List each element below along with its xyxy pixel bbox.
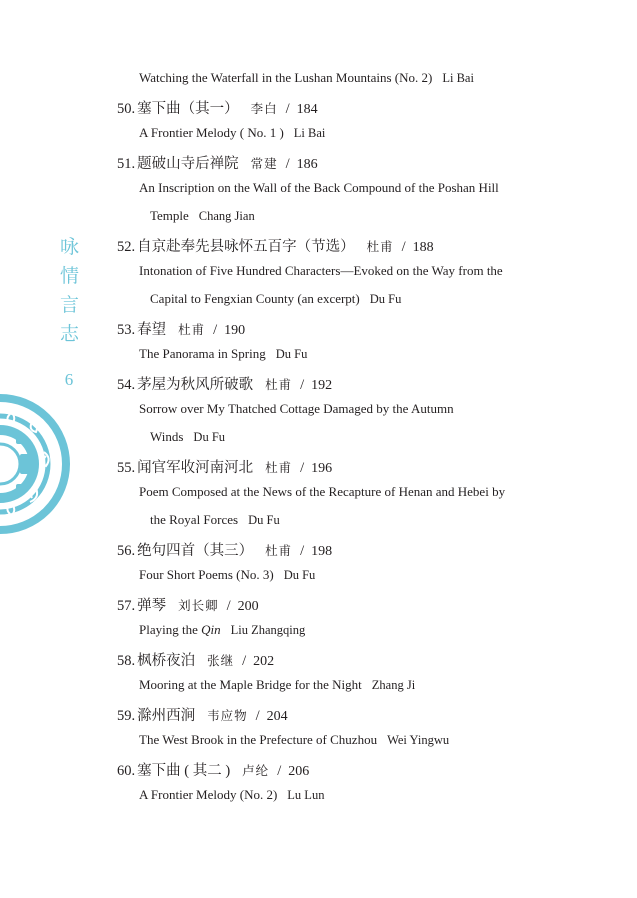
english-author: Du Fu <box>275 347 308 361</box>
page-reference: 206 <box>288 764 310 779</box>
english-title: A Frontier Melody (No. 2) <box>139 787 278 802</box>
chinese-title: 滁州西涧 <box>137 708 196 724</box>
english-title: An Inscription on the Wall of the Back Compound of the Poshan Hill <box>139 180 499 195</box>
chinese-title: 自京赴奉先县咏怀五百字（节选） <box>137 239 355 255</box>
page-reference: 200 <box>237 599 259 614</box>
toc-entry-chinese: 59. 滁州西涧 韦应物 / 204 <box>117 708 288 724</box>
entry-number: 53. <box>117 322 136 338</box>
toc-entry-english <box>139 622 305 638</box>
toc-entry-english <box>139 125 325 141</box>
side-title-char: 志 <box>60 323 80 345</box>
english-title: the Royal Forces <box>150 512 239 527</box>
chinese-title: 题破山寺后禅院 <box>137 156 239 172</box>
chinese-author: 杜甫 <box>178 322 206 337</box>
chinese-author: 杜甫 <box>265 377 293 392</box>
english-title: Playing the <box>139 622 202 637</box>
chinese-author: 杜甫 <box>265 460 293 475</box>
toc-entry-chinese: 51. 题破山寺后禅院 常建 / 186 <box>117 156 318 172</box>
side-title-char: 情 <box>60 265 80 287</box>
entry-number: 58. <box>117 653 136 669</box>
toc-entry-chinese: 53. 春望 杜甫 / 190 <box>117 322 246 338</box>
toc-entry-english <box>139 732 449 748</box>
toc-entry-english-continued <box>150 429 225 445</box>
english-title: Temple <box>150 208 189 223</box>
chinese-title: 塞下曲 ( 其二 ) <box>137 763 231 779</box>
english-title: A Frontier Melody ( No. 1 ) <box>139 125 284 140</box>
english-author: Lu Lun <box>287 788 325 802</box>
chinese-author: 杜甫 <box>366 239 394 254</box>
entry-number: 51. <box>117 156 136 172</box>
toc-entry-chinese: 55. 闻官军收河南河北 杜甫 / 196 <box>117 460 333 476</box>
side-title-char: 咏 <box>60 236 80 258</box>
chinese-title: 闻官军收河南河北 <box>137 460 254 476</box>
toc-entry-english <box>139 346 307 362</box>
english-title: Mooring at the Maple Bridge for the Night <box>139 677 362 692</box>
toc-entry-chinese: 54. 茅屋为秋风所破歌 杜甫 / 192 <box>117 377 333 393</box>
entry-number: 52. <box>117 239 136 255</box>
english-title: The Panorama in Spring <box>139 346 266 361</box>
english-author: Liu Zhangqing <box>230 623 306 637</box>
chinese-author: 李白 <box>250 101 278 116</box>
toc-entry-english <box>139 787 324 803</box>
toc-entry-english <box>139 677 415 693</box>
entry-number: 56. <box>117 543 136 559</box>
toc-entry-chinese: 60. 塞下曲 ( 其二 ) 卢纶 / 206 <box>117 763 310 779</box>
entry-number: 54. <box>117 377 136 393</box>
toc-entry-english <box>139 180 499 196</box>
page-reference: 188 <box>412 240 434 255</box>
english-title: Capital to Fengxian County (an excerpt) <box>150 291 360 306</box>
entry-number: 60. <box>117 763 136 779</box>
toc-entry-english-continued <box>150 512 280 528</box>
english-title-italic: Qin <box>201 622 221 637</box>
chinese-title: 塞下曲（其一） <box>137 101 239 117</box>
chinese-title: 春望 <box>137 322 167 338</box>
entry-number: 59. <box>117 708 136 724</box>
toc-entry-english-continued <box>150 291 401 307</box>
english-author: Li Bai <box>442 71 474 85</box>
page-reference: 196 <box>311 461 333 476</box>
english-author: Zhang Ji <box>371 678 416 692</box>
english-title: Winds <box>150 429 184 444</box>
toc-entry-english <box>139 484 505 500</box>
english-title: Sorrow over My Thatched Cottage Damaged by the Autumn <box>139 401 454 416</box>
english-title: The West Brook in the Prefecture of Chuzhou <box>139 732 378 747</box>
page-reference: 202 <box>253 654 275 669</box>
english-title: Intonation of Five Hundred Characters—Evoked on the Way from the <box>139 263 503 278</box>
chinese-author: 卢纶 <box>242 763 270 778</box>
toc-entry-english-continued <box>150 208 255 224</box>
english-author: Du Fu <box>248 513 280 527</box>
page-reference: 204 <box>266 709 288 724</box>
chinese-author: 韦应物 <box>207 708 248 723</box>
chinese-title: 茅屋为秋风所破歌 <box>137 377 254 393</box>
english-author: Wei Yingwu <box>387 733 450 747</box>
page-number: 6 <box>64 370 74 389</box>
toc-entry-english <box>139 401 454 417</box>
chinese-title: 绝句四首（其三） <box>137 543 254 559</box>
english-author: Du Fu <box>369 292 402 306</box>
english-author: Li Bai <box>293 126 326 140</box>
chinese-author: 常建 <box>250 156 278 171</box>
toc-entry-chinese: 58. 枫桥夜泊 张继 / 202 <box>117 653 275 669</box>
english-author: Du Fu <box>193 430 226 444</box>
entry-number: 55. <box>117 460 136 476</box>
page-reference: 184 <box>296 102 318 117</box>
english-author: Du Fu <box>283 568 316 582</box>
english-title: Poem Composed at the News of the Recapture of Henan and Hebei by <box>139 484 506 499</box>
page-reference: 190 <box>224 323 246 338</box>
chinese-author: 刘长卿 <box>178 598 219 613</box>
page-reference: 198 <box>311 544 333 559</box>
chinese-title: 枫桥夜泊 <box>137 653 196 669</box>
english-title: Watching the Waterfall in the Lushan Mountains (No. 2) <box>139 70 433 85</box>
toc-entry-chinese: 57. 弹琴 刘长卿 / 200 <box>117 598 259 614</box>
page-reference: 186 <box>296 157 318 172</box>
english-title: Four Short Poems (No. 3) <box>139 567 274 582</box>
english-author: Chang Jian <box>198 209 255 223</box>
entry-number: 50. <box>117 101 136 117</box>
chinese-author: 杜甫 <box>265 543 293 558</box>
toc-entry-chinese: 50. 塞下曲（其一） 李白 / 184 <box>117 101 318 117</box>
chinese-title: 弹琴 <box>137 598 167 614</box>
page-reference: 192 <box>311 378 333 393</box>
toc-entry-english <box>139 567 315 583</box>
entry-number: 57. <box>117 598 136 614</box>
toc-entry-chinese: 52. 自京赴奉先县咏怀五百字（节选） 杜甫 / 188 <box>117 239 434 255</box>
toc-entry-chinese: 56. 绝句四首（其三） 杜甫 / 198 <box>117 543 333 559</box>
toc-entry-english <box>139 263 503 279</box>
chinese-author: 张继 <box>207 653 235 668</box>
toc-entry-english <box>139 70 474 86</box>
side-title-char: 言 <box>60 294 80 316</box>
